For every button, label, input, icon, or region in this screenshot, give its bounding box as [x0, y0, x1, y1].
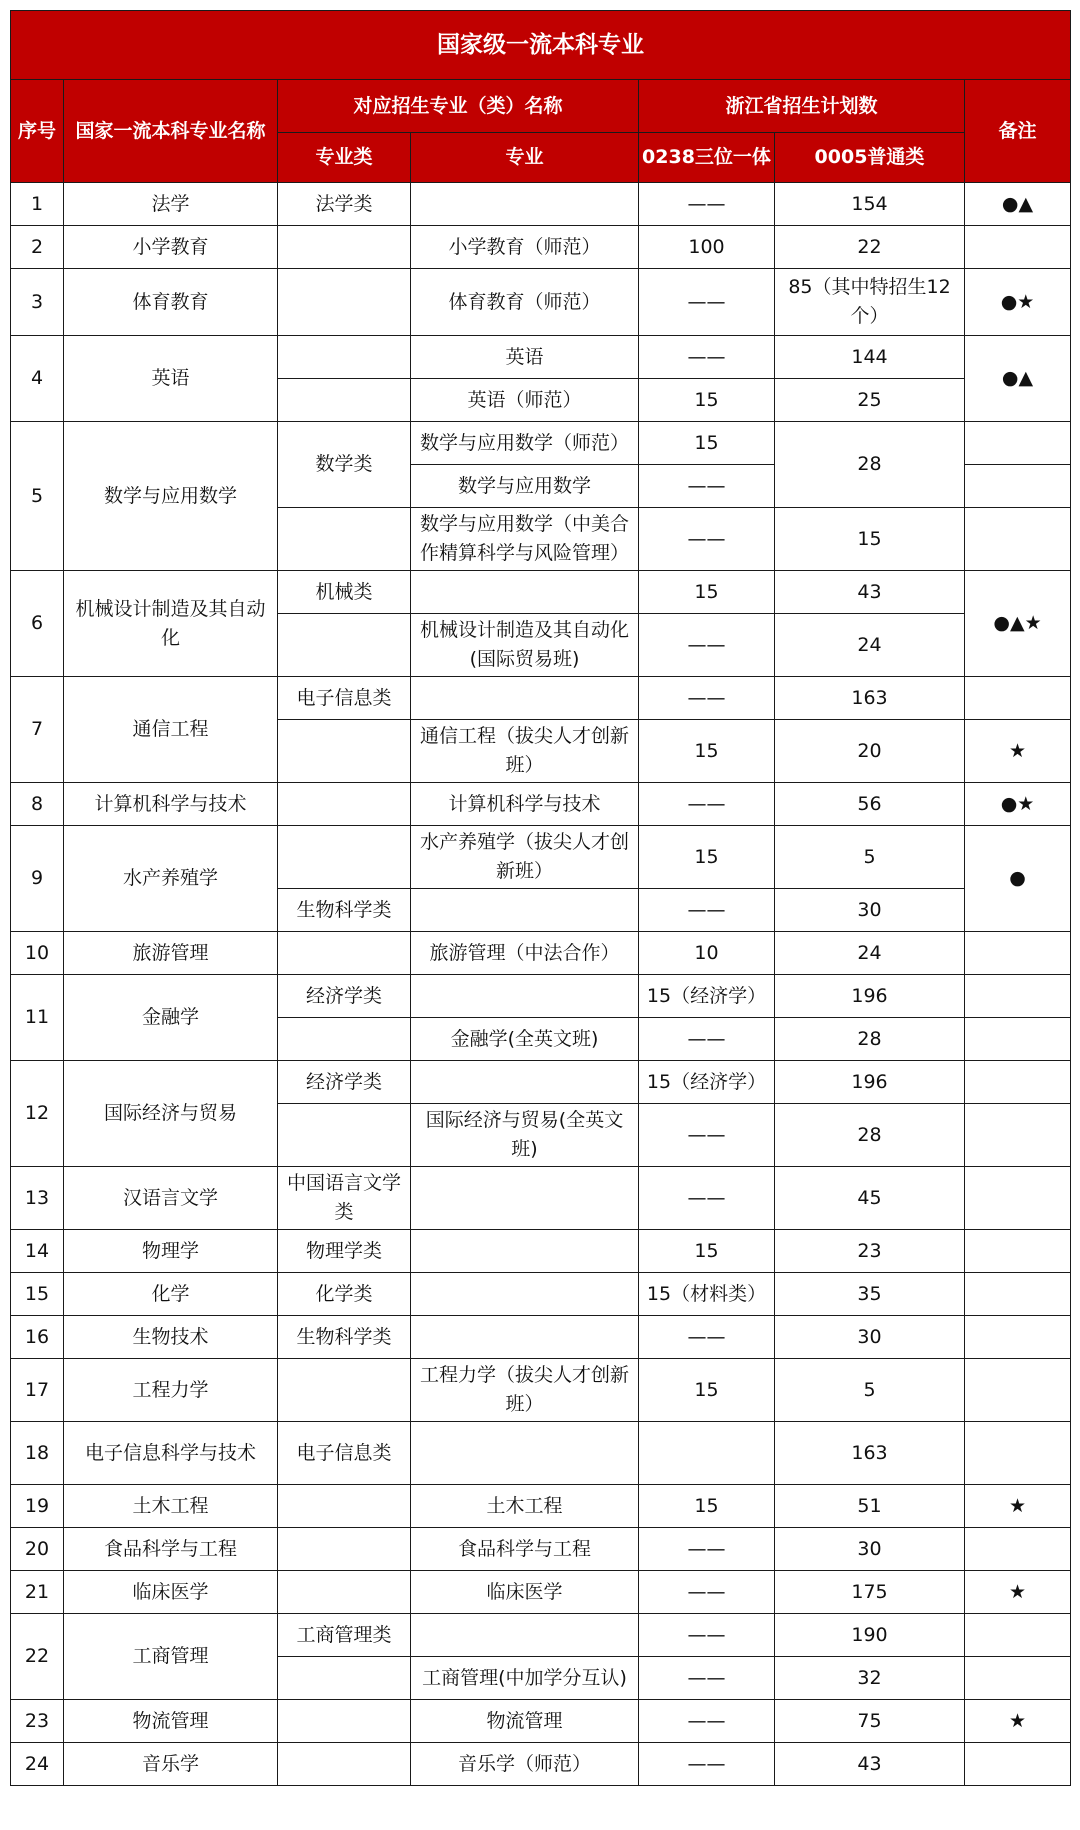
table-cell: 12	[11, 1061, 64, 1167]
table-cell: ——	[639, 614, 775, 677]
table-cell: ——	[639, 1018, 775, 1061]
table-cell: 15	[639, 571, 775, 614]
table-cell: 金融学(全英文班)	[411, 1018, 639, 1061]
table-cell: 1	[11, 183, 64, 226]
table-cell: 3	[11, 269, 64, 336]
table-cell	[278, 336, 411, 379]
table-cell: 15	[639, 1230, 775, 1273]
table-cell: 30	[775, 1316, 965, 1359]
table-cell: 18	[11, 1422, 64, 1485]
table-row	[11, 571, 1071, 614]
table-cell: 43	[775, 571, 965, 614]
table-cell: 化学	[64, 1273, 278, 1316]
table-cell: 工程力学	[64, 1359, 278, 1422]
table-cell: 75	[775, 1700, 965, 1743]
table-cell: 10	[11, 932, 64, 975]
table-cell	[411, 183, 639, 226]
table-cell	[411, 975, 639, 1018]
table-cell: 物流管理	[64, 1700, 278, 1743]
table-cell: 15	[775, 508, 965, 571]
table-cell	[965, 1273, 1071, 1316]
table-cell	[965, 1061, 1071, 1104]
table-cell: ——	[639, 1657, 775, 1700]
table-cell	[965, 1422, 1071, 1485]
table-cell	[965, 508, 1071, 571]
table-cell: 音乐学	[64, 1743, 278, 1786]
table-cell	[278, 1528, 411, 1571]
table-cell	[278, 720, 411, 783]
table-cell: 英语（师范）	[411, 379, 639, 422]
table-cell	[965, 1230, 1071, 1273]
table-cell: 15	[639, 379, 775, 422]
table-row	[11, 1316, 1071, 1359]
table-cell	[965, 1316, 1071, 1359]
table-cell: 7	[11, 677, 64, 783]
table-cell	[411, 571, 639, 614]
table-cell: ——	[639, 1614, 775, 1657]
table-cell: 数学与应用数学（师范）	[411, 422, 639, 465]
header-corresponding: 对应招生专业（类）名称	[278, 80, 639, 133]
table-row	[11, 1167, 1071, 1230]
table-cell: 5	[11, 422, 64, 571]
table-cell: 国际经济与贸易(全英文班)	[411, 1104, 639, 1167]
table-row	[11, 422, 1071, 465]
table-cell: 20	[11, 1528, 64, 1571]
table-cell	[965, 677, 1071, 720]
table-cell: ●▲	[965, 336, 1071, 422]
table-cell: ——	[639, 1316, 775, 1359]
table-cell	[411, 1316, 639, 1359]
table-cell: 体育教育（师范）	[411, 269, 639, 336]
table-cell: 经济学类	[278, 1061, 411, 1104]
table-cell: ——	[639, 269, 775, 336]
table-cell: 旅游管理（中法合作）	[411, 932, 639, 975]
table-cell	[278, 1359, 411, 1422]
table-row	[11, 1700, 1071, 1743]
header-major: 专业	[411, 133, 639, 183]
table-cell: ——	[639, 1528, 775, 1571]
table-cell: 计算机科学与技术	[411, 783, 639, 826]
table-cell: 24	[775, 932, 965, 975]
table-cell: 196	[775, 1061, 965, 1104]
header-plan: 浙江省招生计划数	[639, 80, 965, 133]
table-row	[11, 783, 1071, 826]
table-cell: 190	[775, 1614, 965, 1657]
table-cell: 16	[11, 1316, 64, 1359]
table-cell: 21	[11, 1571, 64, 1614]
table-cell	[411, 677, 639, 720]
table-cell: 56	[775, 783, 965, 826]
table-cell: 22	[11, 1614, 64, 1700]
majors-table	[10, 10, 1071, 1786]
table-cell: 15	[639, 1359, 775, 1422]
table-cell: 法学	[64, 183, 278, 226]
table-cell: 机械设计制造及其自动化	[64, 571, 278, 677]
table-cell: 电子信息类	[278, 1422, 411, 1485]
table-cell: 物理学类	[278, 1230, 411, 1273]
table-cell: 15	[639, 720, 775, 783]
table-cell	[278, 1485, 411, 1528]
table-cell: 8	[11, 783, 64, 826]
table-row	[11, 336, 1071, 379]
table-cell: 11	[11, 975, 64, 1061]
table-cell	[278, 783, 411, 826]
table-cell	[965, 465, 1071, 508]
table-row	[11, 226, 1071, 269]
table-cell: 15（经济学）	[639, 1061, 775, 1104]
table-cell	[278, 508, 411, 571]
table-cell: ●★	[965, 269, 1071, 336]
table-cell: 水产养殖学	[64, 826, 278, 932]
table-cell: 175	[775, 1571, 965, 1614]
table-cell	[411, 1422, 639, 1485]
table-cell: 28	[775, 1018, 965, 1061]
table-cell	[278, 1104, 411, 1167]
table-cell: ——	[639, 336, 775, 379]
table-cell: 汉语言文学	[64, 1167, 278, 1230]
table-cell: 13	[11, 1167, 64, 1230]
table-cell	[278, 932, 411, 975]
table-cell: ——	[639, 1743, 775, 1786]
table-cell: 机械类	[278, 571, 411, 614]
table-row	[11, 1230, 1071, 1273]
table-cell: 生物科学类	[278, 1316, 411, 1359]
table-cell	[965, 1167, 1071, 1230]
table-cell: 5	[775, 1359, 965, 1422]
table-cell: 电子信息科学与技术	[64, 1422, 278, 1485]
table-cell	[278, 1571, 411, 1614]
table-cell	[965, 1657, 1071, 1700]
table-row	[11, 269, 1071, 336]
table-cell	[965, 975, 1071, 1018]
table-cell: ——	[639, 1700, 775, 1743]
table-cell: 23	[11, 1700, 64, 1743]
header-name: 国家一流本科专业名称	[64, 80, 278, 183]
table-cell: ★	[965, 1700, 1071, 1743]
table-cell: ★	[965, 1485, 1071, 1528]
table-cell	[411, 1061, 639, 1104]
table-cell	[278, 379, 411, 422]
table-cell	[965, 1104, 1071, 1167]
table-cell: 通信工程	[64, 677, 278, 783]
table-cell: 机械设计制造及其自动化(国际贸易班)	[411, 614, 639, 677]
table-cell: 工商管理类	[278, 1614, 411, 1657]
table-cell: 85（其中特招生12个）	[775, 269, 965, 336]
table-cell: 15	[639, 1485, 775, 1528]
table-cell: 32	[775, 1657, 965, 1700]
table-cell: 旅游管理	[64, 932, 278, 975]
table-cell: ——	[639, 183, 775, 226]
table-cell: ★	[965, 1571, 1071, 1614]
table-cell: 100	[639, 226, 775, 269]
table-cell: 5	[775, 826, 965, 889]
table-row	[11, 1571, 1071, 1614]
table-cell: 35	[775, 1273, 965, 1316]
table-cell: 144	[775, 336, 965, 379]
table-cell: 生物技术	[64, 1316, 278, 1359]
table-cell: 9	[11, 826, 64, 932]
table-cell: 工程力学（拔尖人才创新班）	[411, 1359, 639, 1422]
table-cell: 20	[775, 720, 965, 783]
table-cell: 物理学	[64, 1230, 278, 1273]
table-cell: 23	[775, 1230, 965, 1273]
table-cell: 2	[11, 226, 64, 269]
table-cell: 物流管理	[411, 1700, 639, 1743]
table-cell: 通信工程（拔尖人才创新班）	[411, 720, 639, 783]
table-cell: 154	[775, 183, 965, 226]
table-cell: 数学与应用数学（中美合作精算科学与风险管理）	[411, 508, 639, 571]
table-cell: 食品科学与工程	[64, 1528, 278, 1571]
table-cell: 15（经济学）	[639, 975, 775, 1018]
table-cell	[965, 1528, 1071, 1571]
table-cell: 43	[775, 1743, 965, 1786]
header-code-0238: 0238三位一体	[639, 133, 775, 183]
table-cell	[411, 889, 639, 932]
table-cell: 30	[775, 889, 965, 932]
table-cell: 数学类	[278, 422, 411, 508]
table-cell: ——	[639, 677, 775, 720]
table-cell: 51	[775, 1485, 965, 1528]
table-cell: 4	[11, 336, 64, 422]
table-cell: 15	[639, 826, 775, 889]
table-cell	[278, 614, 411, 677]
table-cell	[965, 422, 1071, 465]
header-remark: 备注	[965, 80, 1071, 183]
table-cell: 金融学	[64, 975, 278, 1061]
table-cell: 24	[11, 1743, 64, 1786]
table-cell: ——	[639, 783, 775, 826]
table-cell	[965, 1614, 1071, 1657]
table-cell: 工商管理	[64, 1614, 278, 1700]
table-cell	[278, 1018, 411, 1061]
table-cell: 临床医学	[64, 1571, 278, 1614]
table-cell: 土木工程	[411, 1485, 639, 1528]
table-cell	[965, 1359, 1071, 1422]
table-cell: ——	[639, 508, 775, 571]
table-cell: ——	[639, 1571, 775, 1614]
table-cell	[278, 826, 411, 889]
table-cell: 工商管理(中加学分互认)	[411, 1657, 639, 1700]
table-cell: ●★	[965, 783, 1071, 826]
table-cell: 数学与应用数学	[64, 422, 278, 571]
table-cell: 小学教育	[64, 226, 278, 269]
table-cell: 15	[639, 422, 775, 465]
table-cell: ●▲★	[965, 571, 1071, 677]
table-cell: 14	[11, 1230, 64, 1273]
table-cell: 17	[11, 1359, 64, 1422]
table-cell: 15（材料类）	[639, 1273, 775, 1316]
table-cell: 28	[775, 1104, 965, 1167]
table-cell: 经济学类	[278, 975, 411, 1018]
table-cell	[411, 1230, 639, 1273]
header-seq: 序号	[11, 80, 64, 183]
table-row	[11, 1422, 1071, 1485]
header-code-0005: 0005普通类	[775, 133, 965, 183]
table-cell: 15	[11, 1273, 64, 1316]
table-cell: ——	[639, 889, 775, 932]
table-cell	[411, 1273, 639, 1316]
table-cell: 英语	[411, 336, 639, 379]
table-row	[11, 1273, 1071, 1316]
table-row	[11, 932, 1071, 975]
table-cell: 数学与应用数学	[411, 465, 639, 508]
table-cell	[278, 269, 411, 336]
table-cell: 食品科学与工程	[411, 1528, 639, 1571]
table-cell	[965, 1018, 1071, 1061]
table-cell: 10	[639, 932, 775, 975]
table-cell: 体育教育	[64, 269, 278, 336]
table-cell	[639, 1422, 775, 1485]
table-row	[11, 1614, 1071, 1657]
table-cell: 临床医学	[411, 1571, 639, 1614]
table-cell	[965, 226, 1071, 269]
table-cell: 化学类	[278, 1273, 411, 1316]
table-cell: 25	[775, 379, 965, 422]
table-cell: 30	[775, 1528, 965, 1571]
table-cell	[278, 226, 411, 269]
table-title: 国家级一流本科专业	[11, 11, 1071, 80]
table-cell: ——	[639, 1104, 775, 1167]
table-cell: 小学教育（师范）	[411, 226, 639, 269]
table-cell	[411, 1167, 639, 1230]
table-cell: 24	[775, 614, 965, 677]
table-cell: 水产养殖学（拔尖人才创新班）	[411, 826, 639, 889]
table-cell: 163	[775, 677, 965, 720]
table-cell: 英语	[64, 336, 278, 422]
table-cell: 音乐学（师范）	[411, 1743, 639, 1786]
table-row	[11, 1359, 1071, 1422]
table-cell: 国际经济与贸易	[64, 1061, 278, 1167]
table-cell: ——	[639, 465, 775, 508]
table-cell: ●▲	[965, 183, 1071, 226]
table-cell: 45	[775, 1167, 965, 1230]
table-cell: 22	[775, 226, 965, 269]
table-cell: 土木工程	[64, 1485, 278, 1528]
table-cell: 计算机科学与技术	[64, 783, 278, 826]
table-cell	[965, 932, 1071, 975]
table-row	[11, 1743, 1071, 1786]
table-cell: 6	[11, 571, 64, 677]
table-cell: 196	[775, 975, 965, 1018]
table-cell	[278, 1700, 411, 1743]
table-cell: 生物科学类	[278, 889, 411, 932]
table-cell: 法学类	[278, 183, 411, 226]
table-row	[11, 183, 1071, 226]
table-cell: 中国语言文学类	[278, 1167, 411, 1230]
table-row	[11, 975, 1071, 1018]
table-cell: ——	[639, 1167, 775, 1230]
table-cell: ●	[965, 826, 1071, 932]
table-cell	[278, 1657, 411, 1700]
table-cell	[965, 1743, 1071, 1786]
table-cell: 28	[775, 422, 965, 508]
table-wrapper	[10, 10, 1070, 1786]
table-row	[11, 826, 1071, 889]
header-category: 专业类	[278, 133, 411, 183]
table-cell: 电子信息类	[278, 677, 411, 720]
table-cell	[278, 1743, 411, 1786]
table-cell	[411, 1614, 639, 1657]
table-row	[11, 1485, 1071, 1528]
table-row	[11, 677, 1071, 720]
table-cell: 163	[775, 1422, 965, 1485]
table-cell: ★	[965, 720, 1071, 783]
table-row	[11, 1061, 1071, 1104]
table-row	[11, 1528, 1071, 1571]
table-body	[11, 183, 1071, 1786]
table-cell: 19	[11, 1485, 64, 1528]
